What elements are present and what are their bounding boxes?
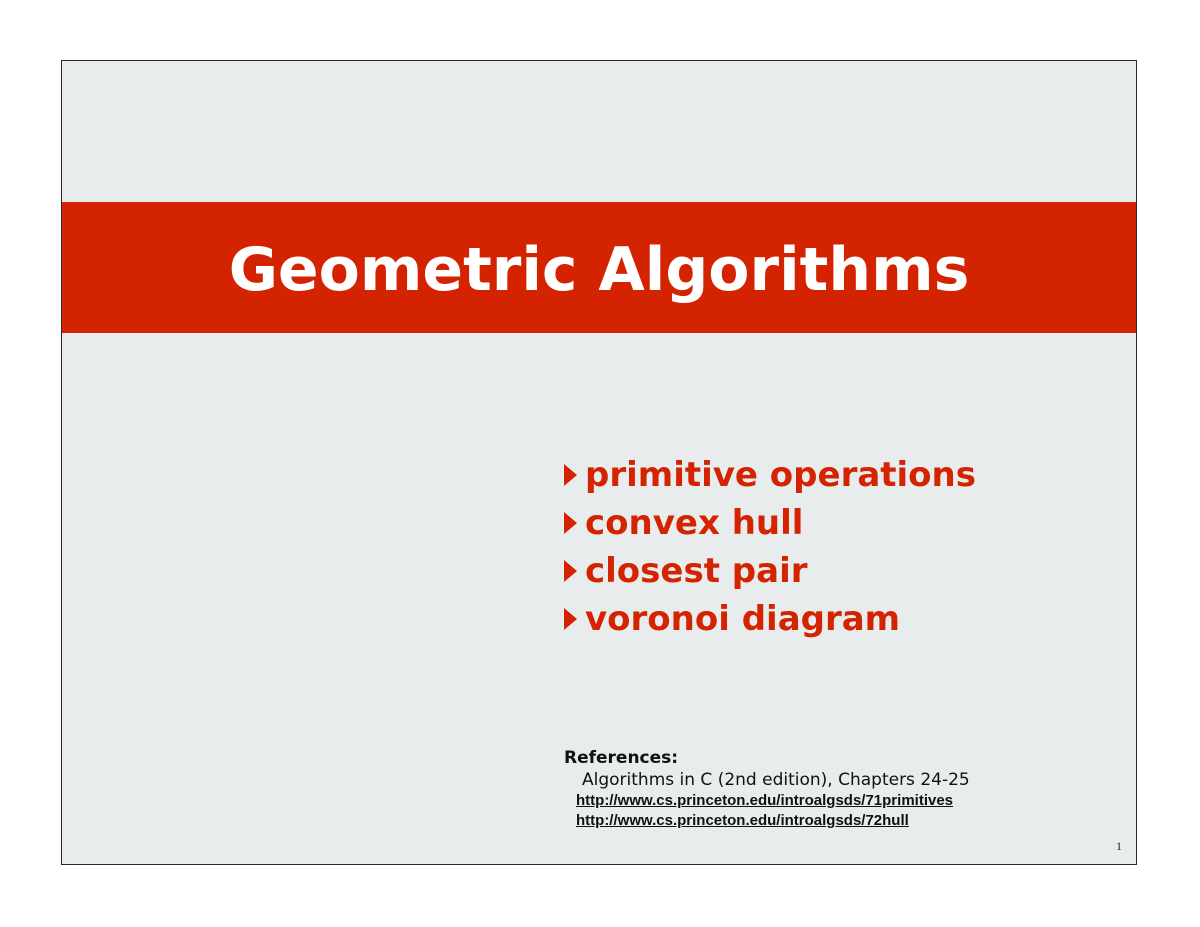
reference-link-primitives[interactable]: http://www.cs.princeton.edu/introalgsds/71primitives	[576, 792, 954, 809]
topic-item	[562, 499, 976, 547]
topic-item	[562, 547, 976, 595]
title-band	[62, 202, 1136, 333]
slide	[61, 60, 1137, 865]
topic-label: closest pair	[585, 551, 808, 591]
triangle-bullet-icon	[564, 608, 577, 630]
triangle-bullet-icon	[564, 464, 577, 486]
triangle-bullet-icon	[564, 560, 577, 582]
triangle-bullet-icon	[564, 512, 577, 534]
topic-item	[562, 451, 976, 499]
references	[564, 747, 970, 831]
slide-title: Geometric Algorithms	[228, 235, 970, 305]
topic-label: primitive operations	[585, 455, 976, 495]
topic-item	[562, 595, 976, 643]
references-heading: References:	[564, 748, 679, 768]
reference-book: Algorithms in C (2nd edition), Chapters 24-25	[582, 770, 970, 790]
page-number: 1	[1116, 839, 1122, 853]
topic-list	[562, 451, 976, 643]
topic-label: convex hull	[585, 503, 804, 543]
topic-label: voronoi diagram	[585, 599, 901, 639]
reference-link-hull[interactable]: http://www.cs.princeton.edu/introalgsds/72hull	[576, 812, 909, 829]
